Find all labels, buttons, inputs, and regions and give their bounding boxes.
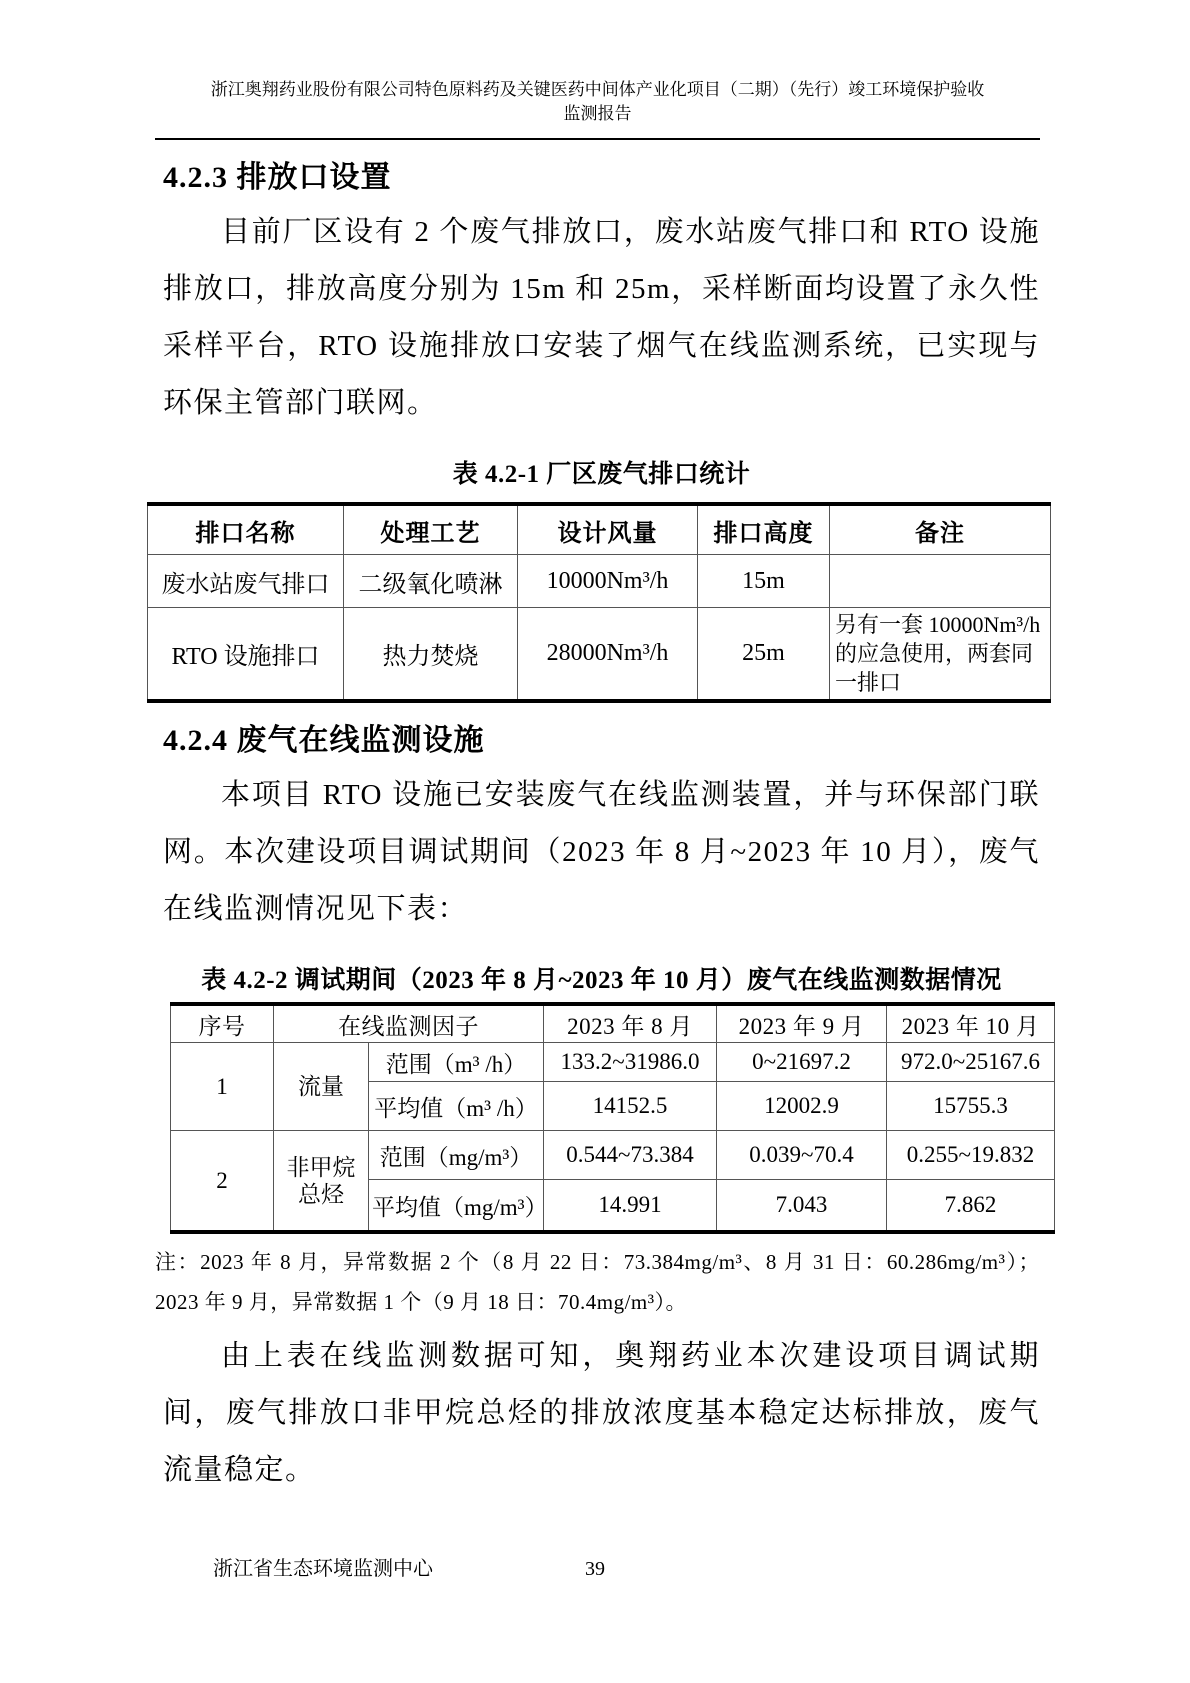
column-header-2023-08: 2023 年 8 月 xyxy=(544,1004,717,1043)
column-header-2023-10: 2023 年 10 月 xyxy=(887,1004,1055,1043)
table-cell-factor: 流量 xyxy=(274,1043,369,1131)
table-cell: 0~21697.2 xyxy=(717,1043,887,1082)
footer-institution: 浙江省生态环境监测中心 xyxy=(213,1558,433,1580)
table-cell-item: 范围（m³ /h） xyxy=(369,1043,544,1082)
table-cell-serial: 2 xyxy=(171,1131,274,1233)
table-cell-remark: 另有一套 10000Nm³/h 的应急使用，两套同一排口 xyxy=(830,608,1051,702)
header-line-1: 浙江奥翔药业股份有限公司特色原料药及关键医药中间体产业化项目（二期）（先行）竣工环境保护验收 xyxy=(210,80,985,99)
table-cell: RTO 设施排口 xyxy=(148,608,344,702)
column-header-outlet-height: 排口高度 xyxy=(698,504,830,555)
section-4-2-3-heading: 4.2.3 排放口设置 xyxy=(163,161,392,194)
column-header-outlet-name: 排口名称 xyxy=(148,504,344,555)
table-cell: 15m xyxy=(698,555,830,608)
column-header-serial: 序号 xyxy=(171,1004,274,1043)
table-cell-factor: 非甲烷总烃 xyxy=(274,1131,369,1233)
table-cell-item: 平均值（mg/m³） xyxy=(369,1180,544,1233)
table-cell: 14152.5 xyxy=(544,1082,717,1131)
table-row xyxy=(171,1131,1055,1180)
table-cell: 0.255~19.832 xyxy=(887,1131,1055,1180)
column-header-process: 处理工艺 xyxy=(344,504,518,555)
table-4-2-2 xyxy=(170,1002,1055,1234)
table-cell: 14.991 xyxy=(544,1180,717,1233)
column-header-monitor-factor: 在线监测因子 xyxy=(274,1004,544,1043)
table-cell: 7.043 xyxy=(717,1180,887,1233)
column-header-design-airflow: 设计风量 xyxy=(518,504,698,555)
table-row xyxy=(148,608,1051,702)
table-cell-item: 范围（mg/m³） xyxy=(369,1131,544,1180)
table-row xyxy=(171,1043,1055,1082)
table-cell: 热力焚烧 xyxy=(344,608,518,702)
page-header xyxy=(155,78,1040,140)
table-cell: 二级氧化喷淋 xyxy=(344,555,518,608)
table-header-row xyxy=(171,1004,1055,1043)
table-cell: 0.039~70.4 xyxy=(717,1131,887,1180)
table-row xyxy=(148,555,1051,608)
table-cell: 0.544~73.384 xyxy=(544,1131,717,1180)
table-cell: 25m xyxy=(698,608,830,702)
table-cell-serial: 1 xyxy=(171,1043,274,1131)
column-header-2023-09: 2023 年 9 月 xyxy=(717,1004,887,1043)
section-4-2-4-heading: 4.2.4 废气在线监测设施 xyxy=(163,724,485,757)
table-cell: 7.862 xyxy=(887,1180,1055,1233)
table-cell: 15755.3 xyxy=(887,1082,1055,1131)
table-cell: 12002.9 xyxy=(717,1082,887,1131)
table-header-row xyxy=(148,504,1051,555)
table-cell-item: 平均值（m³ /h） xyxy=(369,1082,544,1131)
page-content xyxy=(155,78,1041,1499)
table-cell: 10000Nm³/h xyxy=(518,555,698,608)
table-4-2-1 xyxy=(147,502,1051,703)
column-header-remark: 备注 xyxy=(830,504,1051,555)
table-4-2-1-title: 表 4.2-1 厂区废气排口统计 xyxy=(452,461,751,488)
closing-paragraph: 由上表在线监测数据可知，奥翔药业本次建设项目调试期间，废气排放口非甲烷总烃的排放浓度基本稳定达标排放，废气流量稳定。 xyxy=(163,1340,1040,1486)
table-4-2-2-note: 注：2023 年 8 月，异常数据 2 个（8 月 22 日：73.384mg/m³、8 月 31 日：60.286mg/m³）；2023 年 9 月，异常数据 1 个（9 月 18 日：70.4mg/m³）。 xyxy=(155,1250,1040,1314)
table-cell: 972.0~25167.6 xyxy=(887,1043,1055,1082)
section-4-2-4-paragraph: 本项目 RTO 设施已安装废气在线监测装置，并与环保部门联网。本次建设项目调试期间（2023 年 8 月~2023 年 10 月），废气在线监测情况见下表： xyxy=(163,779,1040,925)
header-line-2: 监测报告 xyxy=(563,104,632,123)
table-cell xyxy=(830,555,1051,608)
table-cell: 废水站废气排口 xyxy=(148,555,344,608)
footer-page-number: 39 xyxy=(585,1558,605,1580)
section-4-2-3-paragraph: 目前厂区设有 2 个废气排放口，废水站废气排口和 RTO 设施排放口，排放高度分别为 15m 和 25m，采样断面均设置了永久性采样平台，RTO 设施排放口安装了烟气在线监测系统，已实现与环保主管部门联网。 xyxy=(163,216,1040,419)
table-cell: 28000Nm³/h xyxy=(518,608,698,702)
table-cell: 133.2~31986.0 xyxy=(544,1043,717,1082)
table-4-2-2-title: 表 4.2-2 调试期间（2023 年 8 月~2023 年 10 月）废气在线监测数据情况 xyxy=(201,967,1002,994)
